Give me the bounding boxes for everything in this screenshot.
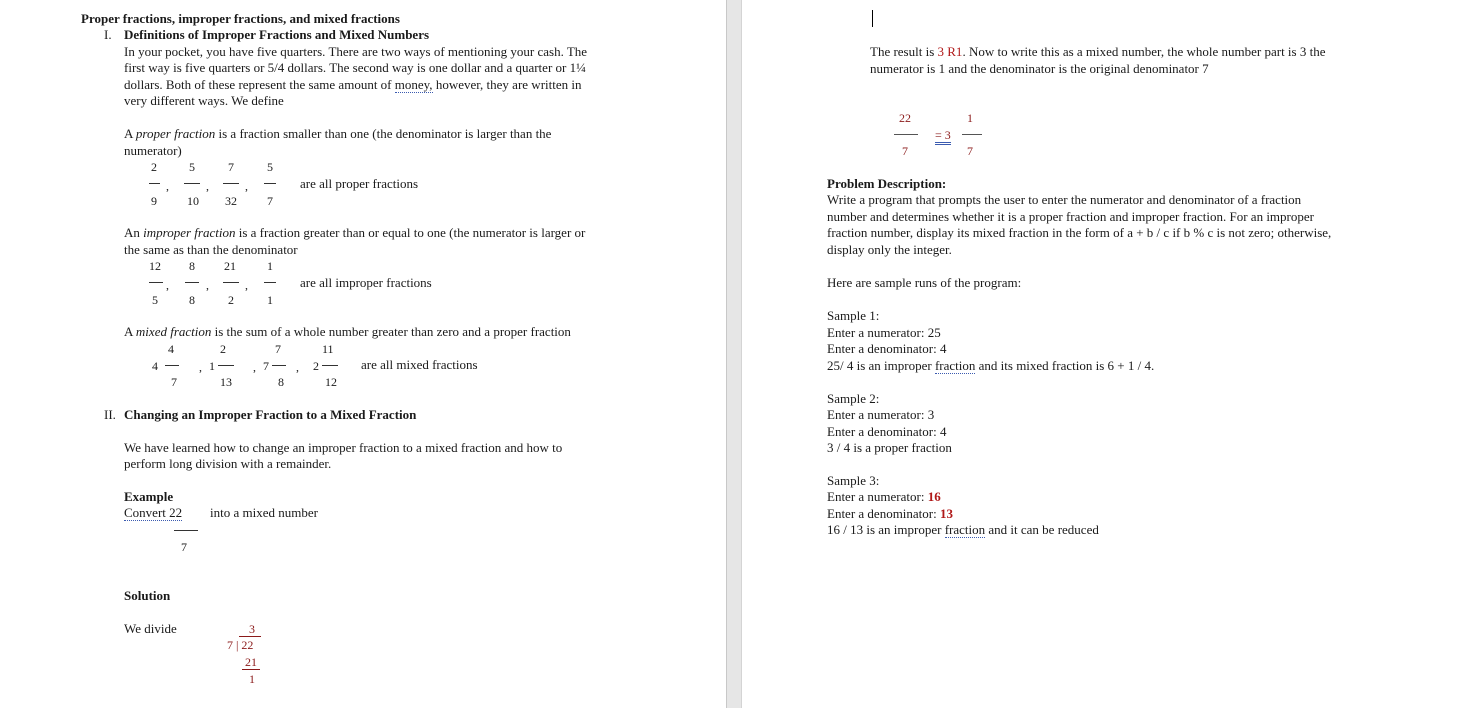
fraction-denominator: 8	[189, 293, 195, 307]
fraction-denominator: 13	[220, 375, 232, 389]
section2-para-1: We have learned how to change an improper fraction to a mixed fraction and how to	[124, 440, 563, 455]
section1-heading: Definitions of Improper Fractions and Mixed Numbers	[124, 27, 430, 42]
proper-label: are all proper fractions	[300, 176, 419, 191]
spellcheck-word[interactable]: fraction	[944, 522, 986, 537]
fraction-numerator: 12	[149, 259, 161, 273]
sample3-line-1: Enter a numerator: 16	[827, 489, 941, 504]
mixed-whole: 7	[263, 359, 269, 373]
sample2-title: Sample 2:	[827, 391, 880, 406]
fraction-numerator: 2	[220, 342, 226, 356]
fraction-numerator: 5	[189, 160, 195, 174]
sample1-line-2: Enter a denominator: 4	[827, 341, 947, 356]
mixed-definition: A mixed fraction is the sum of a whole number greater than zero and a proper fraction	[124, 324, 571, 339]
division-dividend: 7 | 22	[227, 638, 254, 652]
sample2-line-3: 3 / 4 is a proper fraction	[827, 440, 952, 455]
fraction-denominator: 1	[267, 293, 273, 307]
problem-line-1: Write a program that prompts the user to enter the numerator and denominator of a fraction	[827, 192, 1302, 207]
proper-definition-cont: numerator)	[124, 143, 182, 158]
proper-definition: A proper fraction is a fraction smaller than one (the denominator is larger than the	[124, 126, 552, 141]
sample2-line-1: Enter a numerator: 3	[827, 407, 935, 422]
convert-denominator: 7	[181, 540, 187, 554]
section2-para-2: perform long division with a remainder.	[124, 456, 332, 471]
division-product: 21	[245, 655, 257, 669]
eq-numerator-right: 1	[967, 111, 973, 125]
fraction-numerator: 1	[267, 259, 273, 273]
fraction-numerator: 7	[228, 160, 234, 174]
fraction-denominator: 10	[187, 194, 199, 208]
section2-number: II.	[104, 407, 116, 422]
eq-denominator-left: 7	[902, 144, 908, 158]
division-quotient: 3	[249, 622, 255, 636]
intro-line-2: first way is five quarters or 5/4 dollars. The second way is one dollar and a quarter or 1¼	[124, 60, 586, 75]
problem-line-4: display only the integer.	[827, 242, 952, 257]
intro-line-3: dollars. Both of these represent the same amount of money, however, they are written in	[124, 77, 582, 92]
mixed-label: are all mixed fractions	[361, 357, 478, 372]
improper-definition-cont: the same as than the denominator	[124, 242, 298, 257]
fraction-denominator: 12	[325, 375, 337, 389]
fraction-denominator: 7	[171, 375, 177, 389]
convert-tail: into a mixed number	[210, 505, 318, 520]
division-remainder: 1	[249, 672, 255, 686]
sample-intro: Here are sample runs of the program:	[827, 275, 1022, 290]
text-cursor	[872, 10, 873, 27]
mixed-whole: 4	[152, 359, 158, 373]
sample1-line-1: Enter a numerator: 25	[827, 325, 941, 340]
fraction-denominator: 32	[225, 194, 237, 208]
eq-denominator-right: 7	[967, 144, 973, 158]
mixed-whole: 1	[209, 359, 215, 373]
mixed-whole: 2	[313, 359, 319, 373]
fraction-denominator: 2	[228, 293, 234, 307]
sample1-line-3: 25/ 4 is an improper fraction and its mixed fraction is 6 + 1 / 4.	[827, 358, 1155, 373]
right-page[interactable]	[742, 0, 1465, 708]
spellcheck-word[interactable]: money,	[394, 77, 433, 92]
example-label: Example	[124, 489, 174, 504]
result-line-2: numerator is 1 and the denominator is the original denominator 7	[870, 61, 1209, 76]
intro-line-1: In your pocket, you have five quarters. There are two ways of mentioning your cash. The	[124, 44, 588, 59]
result-line-1: The result is 3 R1. Now to write this as a mixed number, the whole number part is 3 the	[870, 44, 1326, 59]
section1-number: I.	[104, 27, 112, 42]
fraction-numerator: 2	[151, 160, 157, 174]
solution-label: Solution	[124, 588, 171, 603]
section2-heading: Changing an Improper Fraction to a Mixed Fraction	[124, 407, 417, 422]
fraction-denominator: 8	[278, 375, 284, 389]
sample3-title: Sample 3:	[827, 473, 880, 488]
left-page[interactable]: Proper fractions, improper fractions, and mixed fractions I. Definitions of Improper Fractions and Mixed Numbers In your pocket, you have five quarters. There are two ways of mentioning your cash. The first way is five quarters or 5/4 dollars. The second way is one dollar and a quarter or 1¼ dollars. Both of these represent the same amount of money, however, they are written in very different ways. We define A proper fraction is a fraction smaller than one (the denominator is larger than the numerator) 2 9 , 5 10 , 7 32 , 5 7 are all proper fractions An improper fraction is a fraction greater than or equal to one (the numerator is larger or the same as than the denominator 12 5 , 8 8 , 21 2 , 1 1 are all improper fractions A mixed fraction is the sum of a whole number greater than zero and a proper fraction 4 4 7 , 1 2 13 , 7 7 8 , 2 11 12 are all mixed fractions II. Changing an Improper Fraction to a Mixed Fraction We have learned how to change an improper fraction to a mixed fraction and how to perform long division with a remainder. Example Convert 22 into a mixed number 7 Solution We divide 3 7 | 22 21 1	[0, 0, 726, 708]
improper-label: are all improper fractions	[300, 275, 432, 290]
eq-numerator-left: 22	[899, 111, 911, 125]
fraction-denominator: 7	[267, 194, 273, 208]
fraction-numerator: 7	[275, 342, 281, 356]
sample1-title: Sample 1:	[827, 308, 880, 323]
fraction-numerator: 21	[224, 259, 236, 273]
fraction-numerator: 8	[189, 259, 195, 273]
eq-sign: = 3	[935, 127, 951, 144]
sample3-line-3: 16 / 13 is an improper fraction and it can be reduced	[827, 522, 1099, 537]
sample2-line-2: Enter a denominator: 4	[827, 424, 947, 439]
fraction-numerator: 4	[168, 342, 174, 356]
problem-line-2: number and determines whether it is a proper fraction and improper fraction. For an improper	[827, 209, 1314, 224]
convert-text: Convert 22	[124, 505, 183, 520]
fraction-denominator: 9	[151, 194, 157, 208]
page-gutter	[726, 0, 742, 708]
intro-line-4: very different ways. We define	[124, 93, 284, 108]
fraction-denominator: 5	[152, 293, 158, 307]
we-divide-text: We divide	[124, 621, 177, 636]
improper-definition: An improper fraction is a fraction greater than or equal to one (the numerator is larger or	[124, 225, 586, 240]
fraction-numerator: 11	[322, 342, 334, 356]
problem-line-3: fraction number, display its mixed fraction in the form of a + b / c if b % c is not zero; otherwise,	[827, 225, 1332, 240]
spellcheck-word[interactable]: fraction	[934, 358, 976, 373]
sample3-line-2: Enter a denominator: 13	[827, 506, 953, 521]
doc-title: Proper fractions, improper fractions, and mixed fractions	[81, 11, 400, 26]
fraction-numerator: 5	[267, 160, 273, 174]
problem-heading: Problem Description:	[827, 176, 947, 191]
